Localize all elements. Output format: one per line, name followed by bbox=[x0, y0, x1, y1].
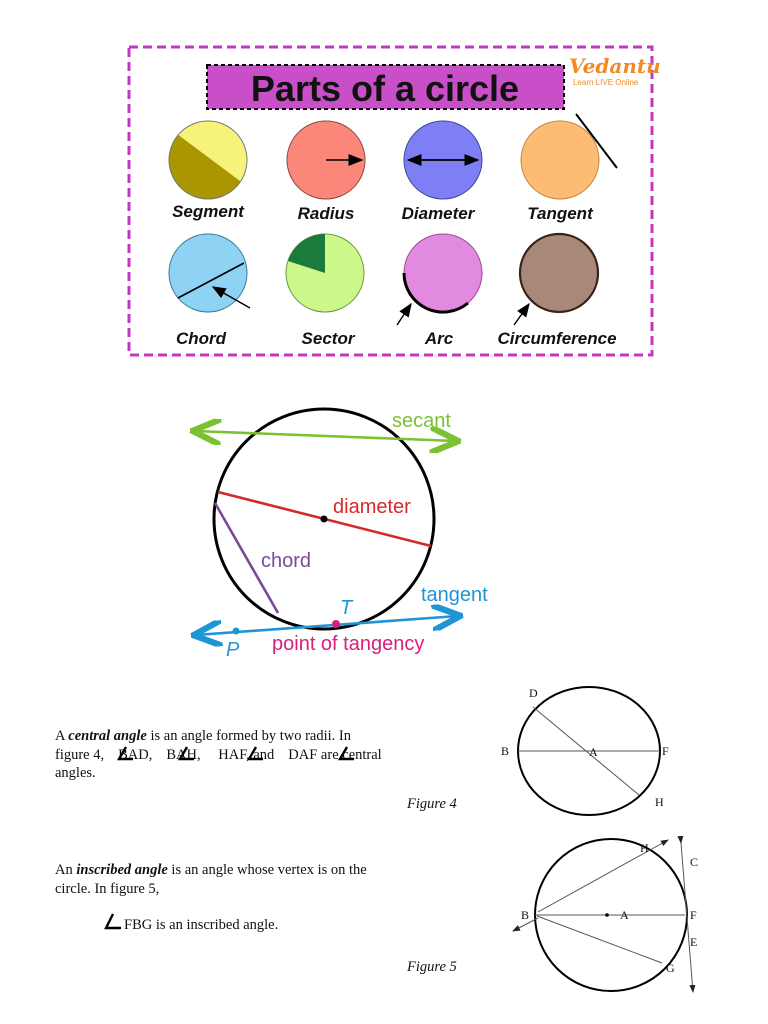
point-of-tangency-label: point of tangency bbox=[272, 633, 425, 655]
fig5-point-g: G bbox=[666, 961, 675, 975]
fig4-point-a: A bbox=[589, 745, 598, 759]
fig4-point-h: H bbox=[655, 795, 664, 809]
central-text-line1: A central angle is an angle formed by two radii. In bbox=[55, 728, 351, 744]
fig4-point-b: B bbox=[501, 744, 510, 758]
label-circumference: Circumference bbox=[497, 329, 617, 348]
fig4-point-d: D bbox=[529, 686, 538, 700]
label-sector: Sector bbox=[301, 329, 355, 348]
point-t bbox=[332, 620, 340, 628]
inscribed-angle-section bbox=[55, 839, 698, 992]
secant-label: secant bbox=[392, 410, 451, 432]
fig5-point-e: E bbox=[690, 935, 698, 949]
radius-figure bbox=[287, 121, 365, 199]
label-diameter: Diameter bbox=[401, 204, 475, 223]
tangent-label: tangent bbox=[421, 584, 488, 606]
figure4 bbox=[501, 686, 669, 815]
label-segment: Segment bbox=[172, 202, 244, 221]
inscribed-text-line2: circle. In figure 5, bbox=[55, 881, 160, 897]
sector-figure bbox=[286, 234, 364, 312]
diameter-label: diameter bbox=[333, 496, 411, 518]
secant-line bbox=[195, 431, 456, 441]
label-chord: Chord bbox=[175, 329, 227, 348]
figure5 bbox=[513, 839, 698, 992]
point-t-label: T bbox=[340, 597, 353, 619]
poster-title: Parts of a circle bbox=[250, 68, 520, 109]
fig5-point-b: B bbox=[521, 908, 530, 922]
chord-label: chord bbox=[261, 550, 312, 572]
figure4-caption: Figure 4 bbox=[407, 796, 457, 812]
central-angle-section bbox=[55, 686, 669, 815]
central-text-line3: angles. bbox=[55, 765, 96, 781]
angle-symbol-fbg bbox=[106, 914, 121, 928]
inscribed-text-line1: An inscribed angle is an angle whose vertex is on the bbox=[55, 862, 367, 878]
brand-name: Vedantu bbox=[569, 54, 661, 78]
label-radius: Radius bbox=[297, 204, 355, 223]
brand-tagline: Learn LIVE Online bbox=[573, 78, 639, 87]
fig5-point-c: C bbox=[690, 855, 699, 869]
fig5-point-a: A bbox=[620, 908, 629, 922]
parts-of-circle-poster bbox=[129, 47, 661, 355]
label-tangent: Tangent bbox=[527, 204, 593, 223]
figure5-caption: Figure 5 bbox=[407, 959, 457, 975]
fig5-point-h: H bbox=[640, 841, 649, 855]
circle-lines-diagram bbox=[195, 409, 488, 661]
point-p bbox=[233, 628, 240, 635]
inscribed-text-line3: FBG is an inscribed angle. bbox=[124, 917, 279, 933]
fig5-point-f: F bbox=[690, 908, 697, 922]
fig4-point-f: F bbox=[662, 744, 669, 758]
central-text-line2: figure 4, BAD, BAH, HAF, and DAF are central bbox=[55, 747, 382, 763]
center-point bbox=[321, 516, 328, 523]
point-p-label: P bbox=[226, 639, 240, 661]
label-arc: Arc bbox=[424, 329, 454, 348]
diameter-figure bbox=[404, 121, 482, 199]
